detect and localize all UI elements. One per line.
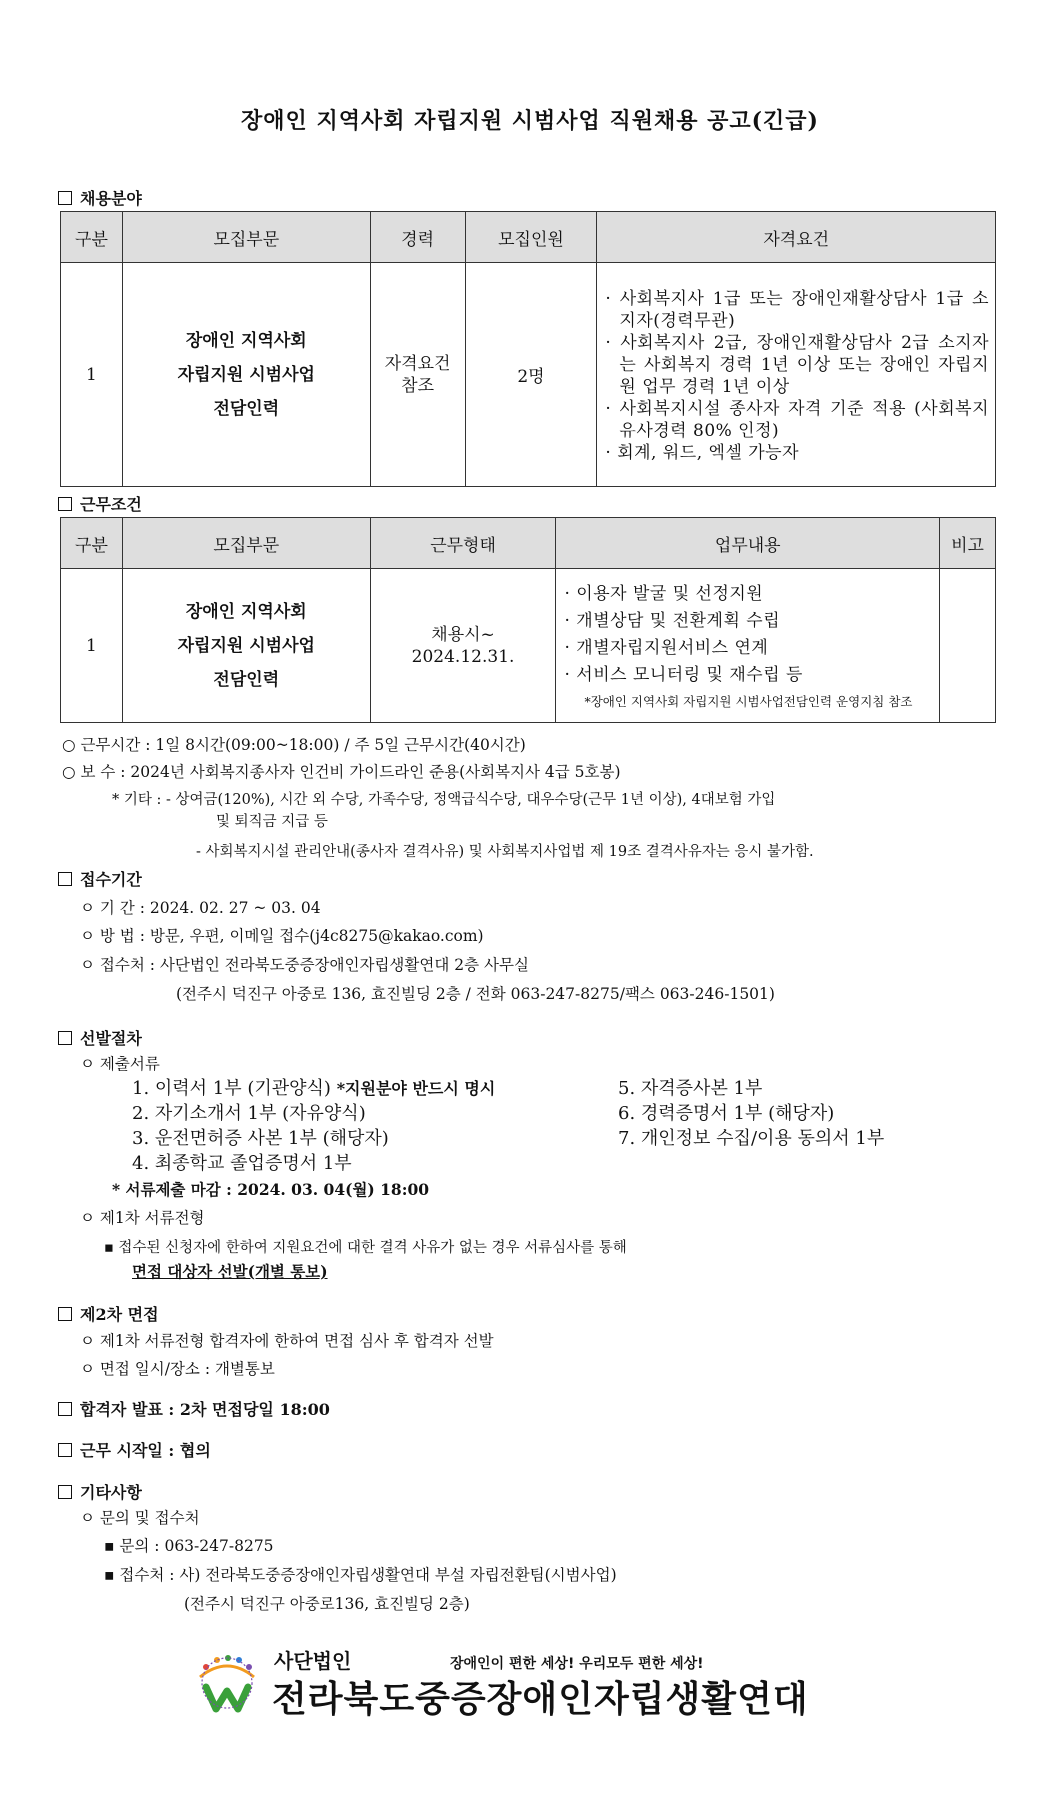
first-stage-label: ㅇ 제1차 서류전형 — [80, 1209, 205, 1227]
reception-address: (전주시 덕진구 아중로 136, 효진빌딩 2층 / 전화 063-247-8275/팩스 063-246-1501) — [176, 985, 775, 1003]
contact-phone: ▪ 문의 : 063-247-8275 — [104, 1537, 274, 1555]
salary: ○ 보 수 : 2024년 사회복지종사자 인건비 가이드라인 준용(사회복지사 4급 5호봉) — [62, 763, 621, 781]
header-cell: 자격요건 — [597, 212, 996, 263]
dept-line: 전담인력 — [213, 669, 280, 690]
work-conditions-table — [60, 517, 996, 723]
section-heading: 근무 시작일 : 협의 — [80, 1441, 211, 1460]
duties-cell — [556, 569, 940, 723]
table-header-row — [61, 518, 996, 569]
organization-logo — [192, 1645, 892, 1720]
document-item: 7. 개인정보 수집/이용 동의서 1부 — [618, 1128, 885, 1149]
dept-cell — [122, 569, 370, 723]
document-item: 3. 운전면허증 사본 1부 (해당자) — [132, 1128, 389, 1149]
page-title: 장애인 지역사회 자립지원 시범사업 직원채용 공고(긴급) — [241, 108, 819, 134]
checkbox-square-icon — [58, 872, 72, 886]
benefits-line-cont: 및 퇴직금 지급 등 — [216, 814, 328, 830]
recruit-field-table — [60, 211, 996, 487]
work-hours: ○ 근무시간 : 1일 8시간(09:00~18:00) / 주 5일 근무시간(40시간) — [62, 736, 526, 754]
interview-line: ㅇ 제1차 서류전형 합격자에 한하여 면접 심사 후 합격자 선발 — [80, 1332, 494, 1350]
header-cell: 모집부문 — [122, 212, 370, 263]
section-reception — [58, 867, 142, 890]
first-stage-result: 면접 대상자 선발(개별 통보) — [132, 1262, 328, 1281]
dept-line: 장애인 지역사회 — [185, 330, 307, 351]
section-work-conditions — [58, 492, 142, 515]
count-cell: 2명 — [465, 263, 597, 487]
header-cell: 경력 — [370, 212, 465, 263]
header-cell: 모집인원 — [465, 212, 597, 263]
duty-item: · 이용자 발굴 및 선정지원 — [564, 583, 764, 604]
disqualification-note: - 사회복지시설 관리안내(종사자 결격사유) 및 사회복지사업법 제 19조 결격사유자는 응시 불가함. — [196, 844, 814, 860]
document-item: 4. 최종학교 졸업증명서 1부 — [132, 1153, 352, 1174]
dept-cell — [122, 263, 370, 487]
document-item: 1. 이력서 1부 (기관양식) *지원분야 반드시 명시 — [132, 1078, 496, 1099]
contact-address: (전주시 덕진구 아중로136, 효진빌딩 2층) — [184, 1595, 470, 1613]
section-announcement — [58, 1397, 330, 1420]
duty-item: · 개별자립지원서비스 연계 — [564, 637, 769, 658]
contact-office: ▪ 접수처 : 사) 전라북도중증장애인자립생활연대 부설 자립전환팀(시범사업) — [104, 1566, 617, 1584]
checkbox-square-icon — [58, 497, 72, 511]
section-heading: 근무조건 — [80, 495, 142, 514]
dept-line: 자립지원 시범사업 — [177, 364, 315, 385]
table-row — [61, 263, 996, 487]
interview-line: ㅇ 면접 일시/장소 : 개별통보 — [80, 1360, 275, 1378]
first-stage-desc: ▪ 접수된 신청자에 한하여 지원요건에 대한 결격 사유가 없는 경우 서류심사를 통해 — [104, 1240, 627, 1256]
checkbox-square-icon — [58, 1031, 72, 1045]
logo-slogan: 장애인이 편한 세상! 우리모두 편한 세상! — [450, 1656, 704, 1672]
reception-method: ㅇ 방 법 : 방문, 우편, 이메일 접수(j4c8275@kakao.com) — [80, 927, 484, 945]
section-etc — [58, 1480, 142, 1503]
document-item: 6. 경력증명서 1부 (해당자) — [618, 1103, 835, 1124]
table-header-row — [61, 212, 996, 263]
documents-label: ㅇ 제출서류 — [80, 1055, 160, 1073]
reception-place: ㅇ 접수처 : 사단법인 전라북도중증장애인자립생활연대 2층 사무실 — [80, 956, 529, 974]
section-heading: 기타사항 — [80, 1483, 142, 1502]
header-cell: 모집부문 — [122, 518, 370, 569]
header-cell: 업무내용 — [556, 518, 940, 569]
header-cell: 구분 — [61, 518, 123, 569]
section-recruit-field — [58, 186, 142, 209]
requirement-item: · 사회복지사 1급 또는 장애인재활상담사 1급 소지자(경력무관) — [605, 288, 989, 331]
checkbox-square-icon — [58, 191, 72, 205]
section-heading: 선발절차 — [80, 1029, 142, 1048]
section-heading: 합격자 발표 : 2차 면접당일 18:00 — [80, 1400, 330, 1419]
submission-deadline: * 서류제출 마감 : 2024. 03. 04(월) 18:00 — [112, 1180, 430, 1199]
work-type-line: 채용시~ — [431, 624, 495, 645]
documents-list-left — [132, 1076, 495, 1176]
header-cell: 근무형태 — [370, 518, 556, 569]
section-heading: 채용분야 — [80, 189, 142, 208]
benefits-line: * 기타 : - 상여금(120%), 시간 외 수당, 가족수당, 정액급식수당, 대우수당(근무 1년 이상), 4대보험 가입 — [112, 792, 776, 808]
duty-item: · 개별상담 및 전환계획 수립 — [564, 610, 781, 631]
document-emphasis: *지원분야 반드시 명시 — [336, 1079, 496, 1098]
section-selection — [58, 1026, 142, 1049]
reception-period: ㅇ 기 간 : 2024. 02. 27 ~ 03. 04 — [80, 899, 321, 917]
remark-cell — [940, 569, 996, 723]
dept-line: 장애인 지역사회 — [185, 601, 307, 622]
documents-list-right — [618, 1076, 884, 1151]
checkbox-square-icon — [58, 1443, 72, 1457]
document-item: 2. 자기소개서 1부 (자유양식) — [132, 1103, 366, 1124]
header-cell: 비고 — [940, 518, 996, 569]
logo-organization-name: 전라북도중증장애인자립생활연대 — [272, 1679, 809, 1720]
section-heading: 제2차 면접 — [80, 1305, 159, 1324]
checkbox-square-icon — [58, 1402, 72, 1416]
dept-line: 자립지원 시범사업 — [177, 635, 315, 656]
row-number: 1 — [61, 263, 123, 487]
row-number: 1 — [61, 569, 123, 723]
section-heading: 접수기간 — [80, 870, 142, 889]
contact-label: ㅇ 문의 및 접수처 — [80, 1509, 200, 1527]
work-type-cell — [370, 569, 556, 723]
section-start-date — [58, 1438, 211, 1461]
table-row — [61, 569, 996, 723]
career-cell: 자격요건 참조 — [370, 263, 465, 487]
document-item: 5. 자격증사본 1부 — [618, 1078, 763, 1099]
requirements-cell — [597, 263, 996, 487]
section-interview — [58, 1302, 159, 1325]
logo-subtitle: 사단법인 — [274, 1649, 352, 1673]
header-cell: 구분 — [61, 212, 123, 263]
checkbox-square-icon — [58, 1485, 72, 1499]
dept-line: 전담인력 — [213, 398, 280, 419]
checkbox-square-icon — [58, 1307, 72, 1321]
duty-note: *장애인 지역사회 자립지원 시범사업전담인력 운영지침 참조 — [584, 693, 913, 709]
work-type-line: 2024.12.31. — [411, 646, 515, 667]
duty-item: · 서비스 모니터링 및 재수립 등 — [564, 664, 803, 685]
requirement-item: · 사회복지사 2급, 장애인재활상담사 2급 소지자는 사회복지 경력 1년 이상 또는 장애인 자립지원 업무 경력 1년 이상 — [605, 332, 989, 397]
organization-emblem-icon — [192, 1647, 262, 1715]
requirement-item: · 회계, 워드, 엑셀 가능자 — [605, 442, 800, 463]
requirement-item: · 사회복지시설 종사자 자격 기준 적용 (사회복지 유사경력 80% 인정) — [605, 398, 989, 441]
